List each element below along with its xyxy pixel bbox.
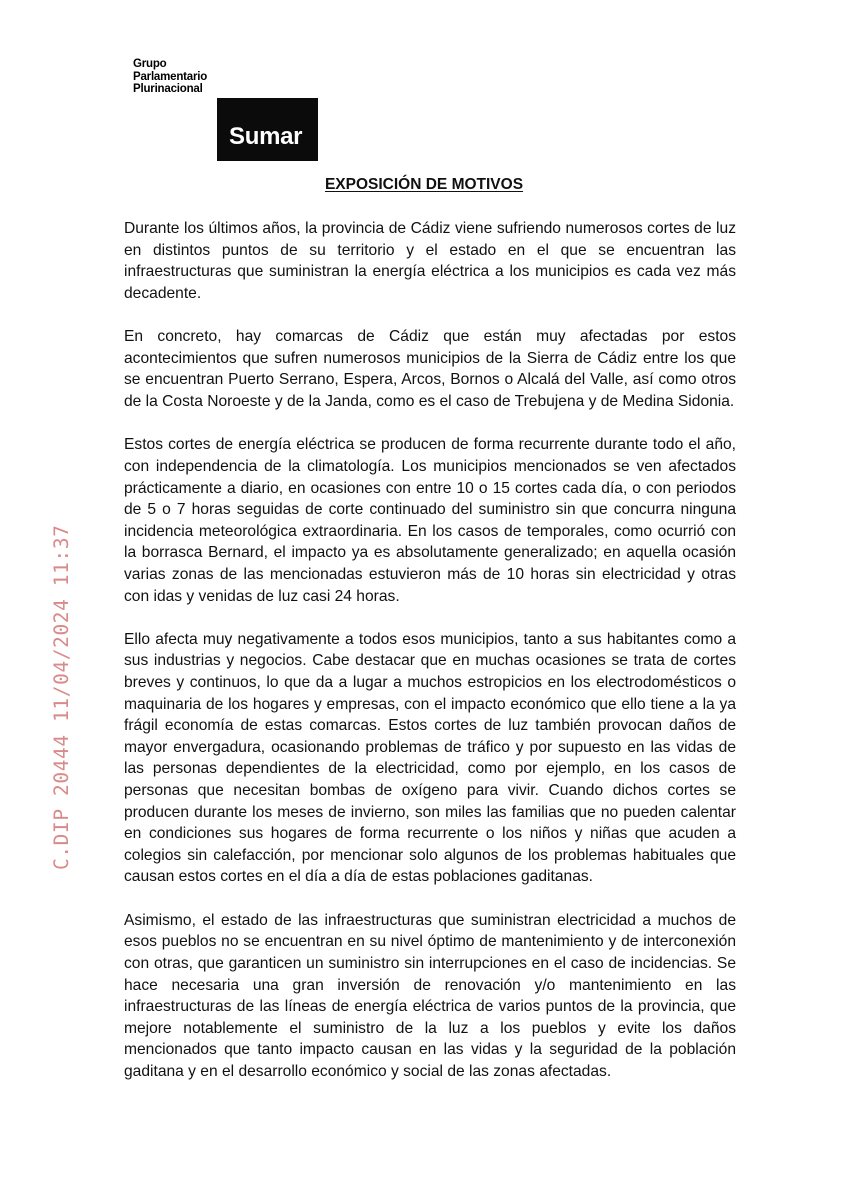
registry-stamp: C.DIP 20444 11/04/2024 11:37 <box>50 524 73 870</box>
document-title: EXPOSICIÓN DE MOTIVOS <box>324 176 524 193</box>
paragraph-4: Ello afecta muy negativamente a todos esos municipios, tanto a sus habitantes como a sus industrias y negocios. Cabe destacar que en muchas ocasiones se trata de cortes breves y continuos, lo que da a lugar a muchos estropicios en los electrodomésticos o maquinaria de los hogares y empresas, con el impacto económico que ello tiene a la ya frágil economía de estas comarcas. Estos cortes de luz también provocan daños de mayor envergadura, ocasionando problemas de tráfico y por supuesto en las vidas de las personas dependientes de la electricidad, como por ejemplo, en los casos de personas que necesitan bombas de oxígeno para vivir. Cuando dichos cortes se producen durante los meses de invierno, son miles las familias que no pueden calentar en condiciones sus hogares de forma recurrente o los niños y niñas que acuden a colegios sin calefacción, por mencionar solo algunos de los problemas habituales que causan estos cortes en el día a día de estas poblaciones gaditanas. <box>124 630 736 886</box>
parliamentary-group-name <box>133 58 243 96</box>
paragraph-3: Estos cortes de energía eléctrica se producen de forma recurrente durante todo el año, con independencia de la climatología. Los municipios mencionados se ven afectados prácticamente a diario, en ocasiones con entre 10 o 15 cortes cada día, o con periodos de 5 o 7 horas seguidas de corte continuado del suministro sin que concurra ninguna incidencia meteorológica extraordinaria. En los casos de temporales, como ocurrió con la borrasca Bernard, el impacto ya es absolutamente generalizado; en aquella ocasión varias zonas de las mencionadas estuvieron más de 10 horas sin electricidad y otras con idas y venidas de luz casi 24 horas. <box>124 436 736 605</box>
group-name-line-2: Parlamentario <box>133 70 208 83</box>
group-name-line-3: Plurinacional <box>133 83 203 95</box>
paragraph-5: Asimismo, el estado de las infraestructuras que suministran electricidad a muchos de esos pueblos no se encuentran en su nivel óptimo de mantenimiento y de interconexión con otras, que garanticen un suministro sin interrupciones en el caso de incidencias. Se hace necesaria una gran inversión de renovación y/o mantenimiento en las infraestructuras de las líneas de energía eléctrica de varios puntos de la provincia, que mejore notablemente el suministro de la luz a los pueblos y evite los daños mencionados que tanto impacto causan en las vidas y la seguridad de la población gaditana y en el desarrollo económico y social de las zonas afectadas. <box>124 911 736 1080</box>
paragraph-1: Durante los últimos años, la provincia de Cádiz viene sufriendo numerosos cortes de luz en distintos puntos de su territorio y el estado en el que se encuentran las infraestructuras que suministran la energía eléctrica a los municipios es cada vez más decadente. <box>124 220 736 302</box>
sumar-logo-text: Sumar <box>229 123 303 150</box>
group-name-line-1: Grupo <box>133 58 167 70</box>
sumar-logo <box>217 98 318 161</box>
document-body <box>124 218 736 1104</box>
paragraph-2: En concreto, hay comarcas de Cádiz que están muy afectadas por estos acontecimientos que sufren numerosos municipios de la Sierra de Cádiz entre los que se encuentran Puerto Serrano, Espera, Arcos, Bornos o Alcalá del Valle, así como otros de la Costa Noroeste y de la Janda, como es el caso de Trebujena y de Medina Sidonia. <box>124 328 736 410</box>
